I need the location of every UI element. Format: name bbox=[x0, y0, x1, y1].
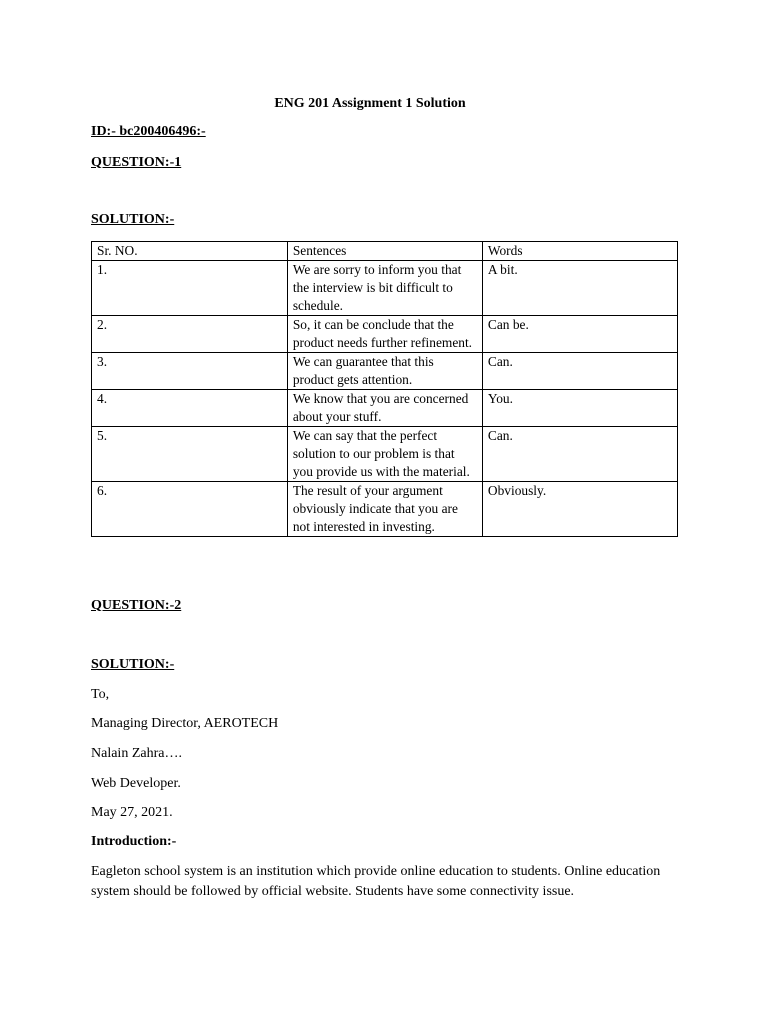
cell-sentence: So, it can be conclude that the product needs further refinement. bbox=[287, 316, 482, 353]
cell-sr-no: 2. bbox=[92, 316, 288, 353]
letter-recipient: Managing Director, AEROTECH bbox=[91, 716, 279, 731]
column-header-words: Words bbox=[482, 242, 677, 261]
letter-sender: Nalain Zahra…. bbox=[91, 746, 182, 761]
introduction-heading: Introduction:- bbox=[91, 834, 177, 849]
cell-word: Can. bbox=[482, 427, 677, 482]
question-1-heading: QUESTION:-1 bbox=[91, 155, 182, 170]
column-header-sr-no: Sr. NO. bbox=[92, 242, 288, 261]
cell-sr-no: 1. bbox=[92, 261, 288, 316]
cell-word: Obviously. bbox=[482, 482, 677, 537]
table-row bbox=[92, 353, 678, 390]
cell-word: Can be. bbox=[482, 316, 677, 353]
cell-word: A bit. bbox=[482, 261, 677, 316]
cell-sentence: We can say that the perfect solution to our problem is that you provide us with the material. bbox=[287, 427, 482, 482]
letter-date: May 27, 2021. bbox=[91, 805, 173, 820]
cell-sr-no: 4. bbox=[92, 390, 288, 427]
question-2-heading: QUESTION:-2 bbox=[91, 598, 182, 613]
student-id: ID:- bc200406496:- bbox=[91, 124, 206, 139]
table-row bbox=[92, 482, 678, 537]
table-row bbox=[92, 316, 678, 353]
cell-word: You. bbox=[482, 390, 677, 427]
cell-sentence: We are sorry to inform you that the interview is bit difficult to schedule. bbox=[287, 261, 482, 316]
solution-1-heading: SOLUTION:- bbox=[91, 212, 175, 227]
table-row bbox=[92, 261, 678, 316]
cell-sentence: We can guarantee that this product gets attention. bbox=[287, 353, 482, 390]
solution-table bbox=[91, 241, 678, 537]
letter-role: Web Developer. bbox=[91, 776, 181, 791]
cell-sentence: We know that you are concerned about your stuff. bbox=[287, 390, 482, 427]
table-row bbox=[92, 390, 678, 427]
cell-sentence: The result of your argument obviously indicate that you are not interested in investing. bbox=[287, 482, 482, 537]
column-header-sentences: Sentences bbox=[287, 242, 482, 261]
cell-sr-no: 5. bbox=[92, 427, 288, 482]
cell-sr-no: 6. bbox=[92, 482, 288, 537]
table-row bbox=[92, 427, 678, 482]
introduction-paragraph: Eagleton school system is an institution which provide online education to students. Online education system should be followed by official website. Students have some connectivity issue. bbox=[91, 864, 661, 899]
letter-to: To, bbox=[91, 687, 110, 702]
cell-word: Can. bbox=[482, 353, 677, 390]
table-header-row bbox=[92, 242, 678, 261]
cell-sr-no: 3. bbox=[92, 353, 288, 390]
document-title: ENG 201 Assignment 1 Solution bbox=[274, 96, 466, 111]
solution-2-heading: SOLUTION:- bbox=[91, 657, 175, 672]
